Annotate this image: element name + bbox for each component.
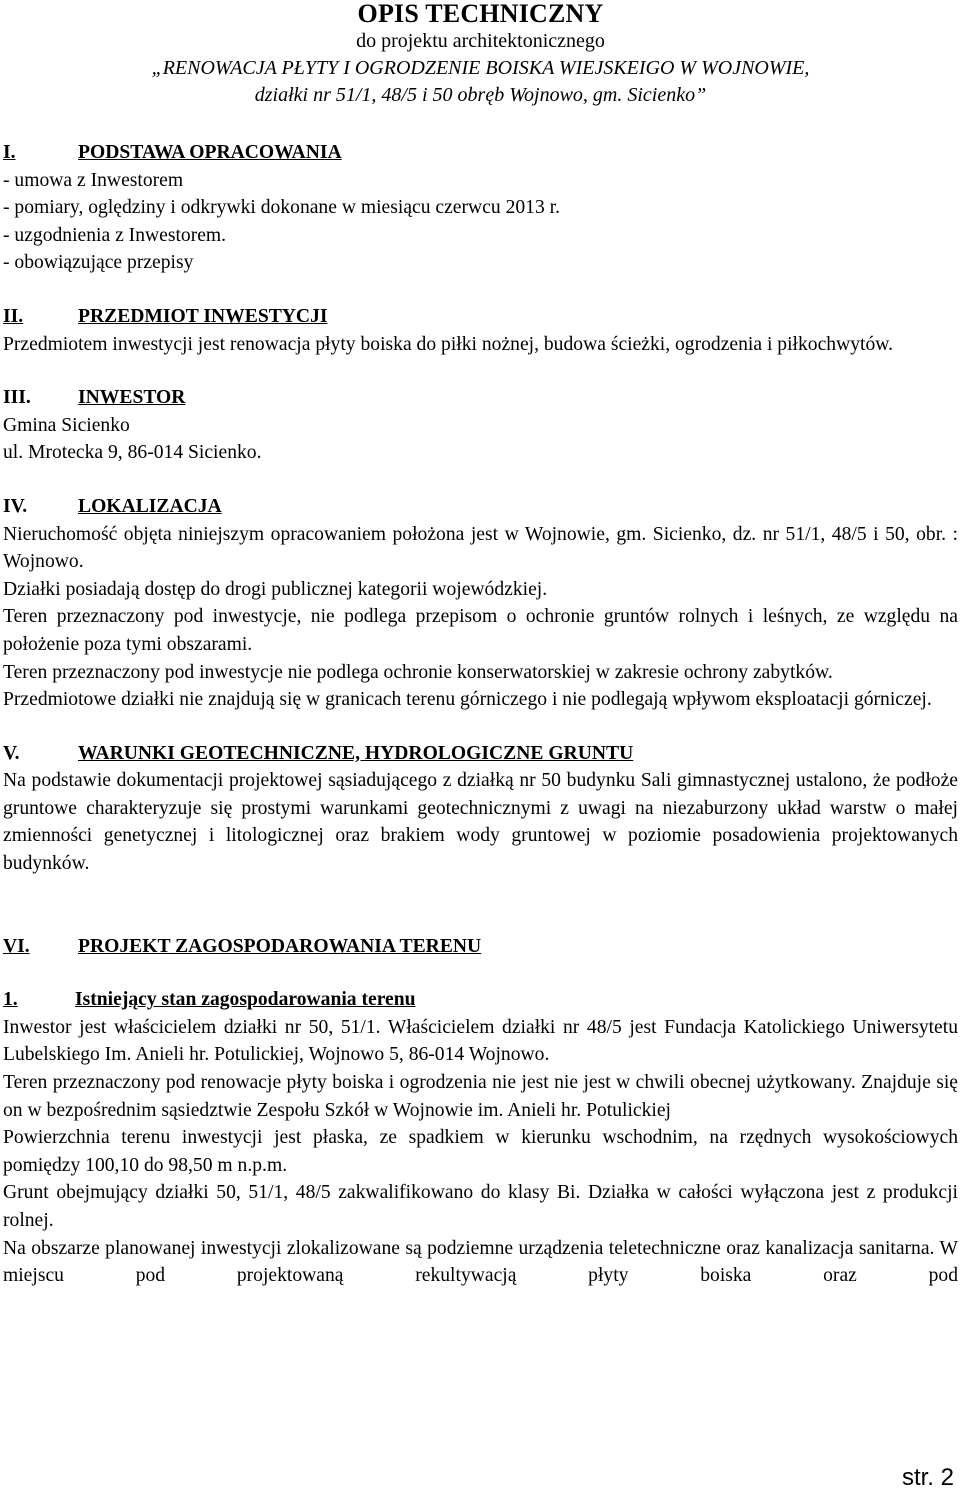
section-title: PRZEDMIOT INWESTYCJI [78, 305, 328, 327]
section-paragraph: Teren przeznaczony pod inwestycje nie podlega ochronie konserwatorskiej w zakresie ochrony zabytków. [3, 661, 833, 683]
section-heading-lokalizacja [3, 493, 958, 521]
section-paragraph: Przedmiotowe działki nie znajdują się w granicach terenu górniczego i nie podlegają wpływom eksploatacji górniczej. [3, 689, 932, 711]
section-paragraph: Grunt obejmujący działki 50, 51/1, 48/5 zakwalifikowano do klasy Bi. Działka w całości wyłączona jest z produkcji rolnej. [3, 1182, 958, 1231]
section-number: IV. [3, 495, 28, 517]
section-paragraph: Teren przeznaczony pod renowacje płyty boiska i ogrodzenia nie jest nie jest w chwili obecnej użytkowany. Znajduje się on w bezpośrednim sąsiedztwie Zespołu Szkół w Wojnowie im. Anieli hr. Potulickiej [3, 1072, 958, 1121]
list-item: - obowiązujące przepisy [3, 252, 194, 274]
project-name-line-2: działki nr 51/1, 48/5 i 50 obręb Wojnowo, gm. Sicienko” [254, 84, 707, 106]
section-paragraph: Działki posiadają dostęp do drogi publicznej kategorii wojewódzkiej. [3, 578, 548, 600]
subsection-number: 1. [3, 989, 18, 1011]
list-item: - umowa z Inwestorem [3, 169, 184, 191]
document-subtitle: do projektu architektonicznego [356, 30, 605, 52]
section-paragraph: Na obszarze planowanej inwestycji zlokalizowane są podziemne urządzenia teletechniczne oraz kanalizacja sanitarna. W miejscu pod projektowaną rekultywacją płyty boiska oraz pod [3, 1237, 958, 1287]
section-paragraph: Przedmiotem inwestycji jest renowacja płyty boiska do piłki nożnej, budowa ścieżki, ogrodzenia i piłkochwytów. [3, 333, 894, 355]
project-name-line-1: „RENOWACJA PŁYTY I OGRODZENIE BOISKA WIEJSKEIGO W WOJNOWIE, [151, 57, 810, 79]
section-heading-projekt [3, 933, 958, 961]
section-number: I. [3, 142, 16, 163]
list-item: - pomiary, oględziny i odkrywki dokonane w miesiącu czerwcu 2013 r. [3, 197, 560, 219]
basis-list [3, 167, 958, 277]
section-number: II. [3, 305, 24, 327]
document-title: OPIS TECHNICZNY [357, 0, 604, 28]
section-heading-inwestor [3, 384, 958, 412]
section-title: PODSTAWA OPRACOWANIA [78, 142, 342, 163]
section-number: VI. [3, 935, 30, 957]
section-paragraph: Inwestor jest właścicielem działki nr 50, 51/1. Właścicielem działki nr 48/5 jest Fundacja Katolickiego Uniwersytetu Lubelskiego Im. Anieli hr. Potulickiej, Wojnowo 5, 86-014 Wojnowo. [3, 1016, 958, 1066]
section-number: III. [3, 387, 31, 409]
section-title: INWESTOR [78, 387, 186, 409]
document-page [3, 0, 958, 1290]
section-heading-przedmiot [3, 303, 958, 331]
section-paragraph: Na podstawie dokumentacji projektowej sąsiadującego z działką nr 50 budynku Sali gimnastycznej ustalono, że podłoże gruntowe charakteryzuje się prostymi warunkami geotechnicznymi z uwagi na niezaburzony układ warstw o małej zmienności genetycznej i litologicznej oraz brakiem wody gruntowej w poziomie posadowienia projektowanych budynków. [3, 770, 958, 875]
list-item: - uzgodnienia z Inwestorem. [3, 224, 227, 246]
section-heading-podstawa [3, 139, 958, 167]
section-heading-warunki [3, 740, 958, 768]
title-block [3, 0, 958, 109]
section-paragraph: Powierzchnia terenu inwestycji jest płaska, ze spadkiem w kierunku wschodnim, na rzędnych wysokościowych pomiędzy 100,10 do 98,50 m n.p.m. [3, 1127, 958, 1176]
section-number: V. [3, 742, 20, 764]
section-paragraph: Nieruchomość objęta niniejszym opracowaniem położona jest w Wojnowie, gm. Sicienko, dz. nr 51/1, 48/5 i 50, obr. : Wojnowo. [3, 523, 958, 573]
section-paragraph: Teren przeznaczony pod inwestycje, nie podlega przepisom o ochronie gruntów rolnych i leśnych, ze względu na położenie poza tymi obszarami. [3, 606, 958, 655]
page-number: str. 2 [901, 1464, 954, 1491]
section-title: WARUNKI GEOTECHNICZNE, HYDROLOGICZNE GRUNTU [78, 742, 634, 764]
section-title: PROJEKT ZAGOSPODAROWANIA TERENU [78, 935, 482, 957]
subsection-title: Istniejący stan zagospodarowania terenu [75, 989, 416, 1011]
investor-address: ul. Mrotecka 9, 86-014 Sicienko. [3, 442, 262, 464]
subsection-heading-istniejacy-stan [3, 986, 958, 1014]
investor-name: Gmina Sicienko [3, 414, 130, 436]
section-title: LOKALIZACJA [78, 495, 222, 517]
